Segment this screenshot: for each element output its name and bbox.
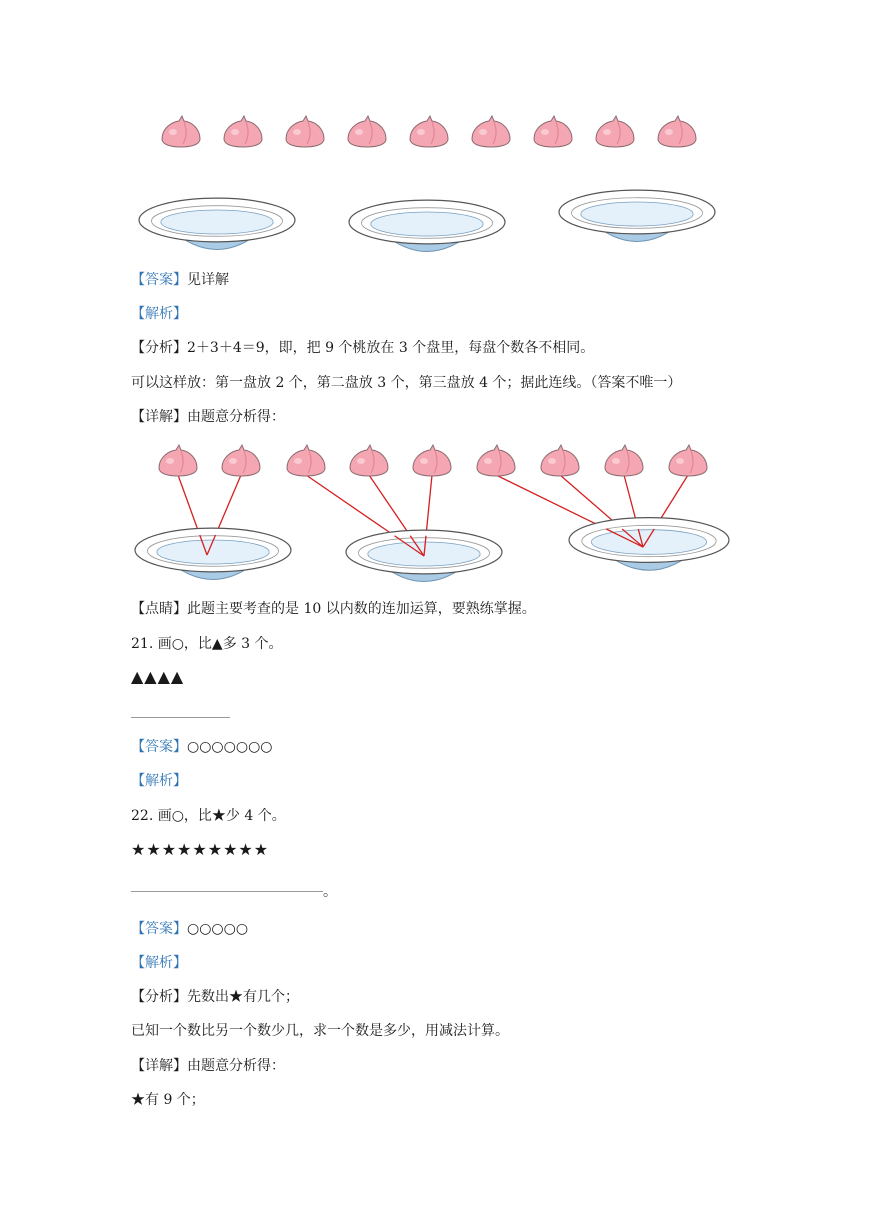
- answer-text-22: ○○○○○: [187, 921, 249, 937]
- question-21: 21. 画○，比▲多 3 个。: [131, 636, 283, 652]
- detail-text: 由题意分析得：: [187, 409, 285, 425]
- peach-icon: [477, 445, 515, 476]
- answer-line-21: [131, 737, 273, 757]
- fenxi-line-22b: [131, 1021, 509, 1041]
- detail-line-22: [131, 1056, 285, 1076]
- plate-icon: [346, 530, 502, 583]
- peach-icon: [350, 445, 388, 476]
- analysis-tag-21: 【解析】: [131, 773, 187, 789]
- peach-icon: [287, 445, 325, 476]
- peach-icon: [605, 445, 643, 476]
- answer-line-22: [131, 919, 248, 939]
- question-22: 22. 画○，比★少 4 个。: [131, 808, 286, 824]
- plate-icon: [135, 528, 291, 581]
- fenxi-tag-22: 【分析】: [131, 989, 187, 1005]
- analysis-line-21: [131, 771, 187, 791]
- analysis-tag: 【解析】: [131, 306, 187, 322]
- analysis-tag-22: 【解析】: [131, 955, 187, 971]
- peach-icon: [159, 445, 197, 476]
- dianjing-line: [131, 599, 536, 619]
- peach-icon: [669, 445, 707, 476]
- detail-tag-22: 【详解】: [131, 1058, 187, 1074]
- last-line-22: ★有 9 个；: [131, 1092, 205, 1108]
- fenxi-line-2: [131, 373, 681, 393]
- fenxi-line: [131, 338, 594, 358]
- analysis-line: [131, 304, 187, 324]
- blank-period: 。: [323, 884, 337, 900]
- fenxi-text-22: 先数出★有几个；: [187, 989, 299, 1005]
- answer-blank-22[interactable]: [131, 891, 323, 892]
- plate-icon: [569, 518, 729, 572]
- answer-line: [131, 270, 229, 290]
- fenxi-line-22: [131, 987, 299, 1007]
- fenxi-text-22b: 已知一个数比另一个数少几，求一个数是多少，用减法计算。: [131, 1023, 509, 1039]
- fenxi-tag: 【分析】: [131, 340, 187, 356]
- fenxi-text: 2＋3＋4＝9，即，把 9 个桃放在 3 个盘里，每盘个数各不相同。: [187, 340, 595, 356]
- peach-icon: [413, 445, 451, 476]
- dianjing-tag: 【点睛】: [131, 601, 187, 617]
- peach-icon: [541, 445, 579, 476]
- answer-text-21: ○○○○○○○: [187, 739, 273, 755]
- answer-blank-21[interactable]: [131, 717, 230, 718]
- answer-tag-21: 【答案】: [131, 739, 187, 755]
- detail-line: [131, 407, 285, 427]
- fenxi-text-2: 可以这样放：第一盘放 2 个，第二盘放 3 个，第三盘放 4 个；据此连线。（答案不唯一）: [131, 375, 682, 391]
- stars-row: ★★★★★★★★★: [131, 840, 270, 859]
- detail-text-22: 由题意分析得：: [187, 1058, 285, 1074]
- triangles-row: ▲▲▲▲: [131, 667, 185, 686]
- analysis-line-22: [131, 953, 187, 973]
- answer-text: 见详解: [187, 272, 229, 288]
- answer-tag-22: 【答案】: [131, 921, 187, 937]
- peach-icon: [222, 445, 260, 476]
- detail-tag: 【详解】: [131, 409, 187, 425]
- answer-tag: 【答案】: [131, 272, 187, 288]
- dianjing-text: 此题主要考查的是 10 以内数的连加运算，要熟练掌握。: [187, 601, 536, 617]
- peaches-plates-answer-figure: [0, 0, 869, 600]
